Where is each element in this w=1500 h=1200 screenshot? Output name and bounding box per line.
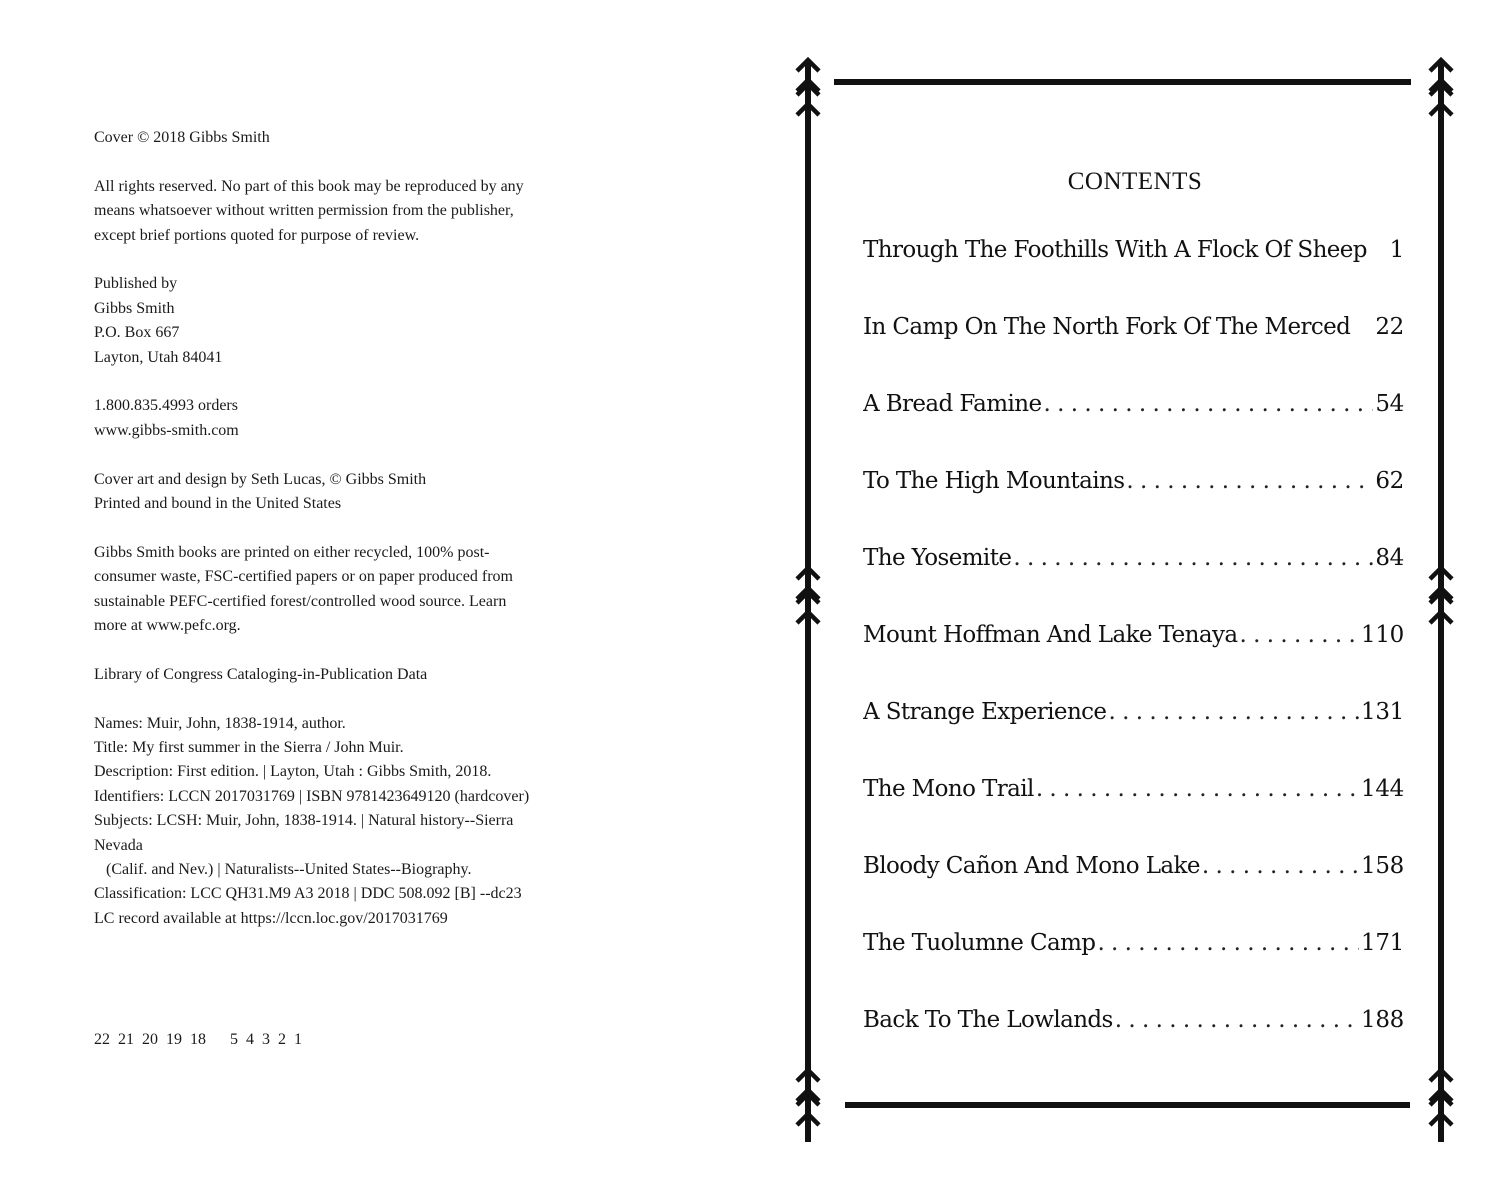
toc-page-number: 54 — [1375, 391, 1404, 417]
copyright-line: Subjects: LCSH: Muir, John, 1838-1914. | Natural history--Sierra — [94, 812, 514, 830]
toc-dot-leader — [1097, 925, 1359, 961]
toc-entry — [863, 617, 1404, 694]
copyright-line: (Calif. and Nev.) | Naturalists--United States--Biography. — [106, 861, 472, 879]
copyright-paragraph — [94, 394, 654, 443]
toc-entry-title: The Tuolumne Camp — [863, 930, 1096, 956]
toc-dot-leader — [1036, 771, 1359, 807]
copyright-line: except brief portions quoted for purpose of review. — [94, 226, 420, 244]
copyright-line: more at www.pefc.org. — [94, 617, 241, 635]
double-chevron-arrow-icon — [1430, 568, 1452, 599]
copyright-line: Published by — [94, 275, 178, 293]
copyright-paragraph — [94, 541, 654, 639]
toc-page-number: 171 — [1361, 930, 1404, 956]
toc-entry-title: A Bread Famine — [863, 391, 1042, 417]
copyright-paragraph — [94, 175, 654, 248]
copyright-line: Classification: LCC QH31.M9 A3 2018 | DDC 508.092 [B] --dc23 — [94, 885, 522, 903]
double-chevron-arrow-icon — [797, 592, 819, 623]
copyright-line: www.gibbs-smith.com — [94, 421, 239, 439]
toc-page-number: 84 — [1375, 545, 1404, 571]
copyright-line: Cover art and design by Seth Lucas, © Gibbs Smith — [94, 470, 427, 488]
double-chevron-arrow-icon — [797, 60, 819, 91]
copyright-line: Layton, Utah 84041 — [94, 348, 223, 366]
double-chevron-arrow-icon — [797, 568, 819, 599]
toc-page-number: 22 — [1375, 314, 1404, 340]
toc-entry-title: The Mono Trail — [863, 776, 1034, 802]
toc-entry — [863, 694, 1404, 771]
copyright-line: Printed and bound in the United States — [94, 495, 342, 513]
toc-entry — [863, 925, 1404, 1002]
copyright-line: Library of Congress Cataloging-in-Publication Data — [94, 665, 428, 683]
toc-page-number: 131 — [1361, 699, 1404, 725]
toc-entry — [863, 540, 1404, 617]
copyright-page — [94, 126, 654, 956]
copyright-paragraph — [94, 712, 654, 932]
toc-dot-leader — [1126, 463, 1373, 499]
toc-dot-leader — [1043, 386, 1373, 422]
copyright-line: Gibbs Smith books are printed on either recycled, 100% post- — [94, 543, 490, 561]
toc-entry-title: A Strange Experience — [863, 699, 1107, 725]
copyright-line: Title: My first summer in the Sierra / John Muir. — [94, 739, 404, 757]
double-chevron-arrow-icon — [1430, 592, 1452, 623]
copyright-line: Nevada — [94, 836, 143, 854]
toc-page-number: 158 — [1361, 853, 1404, 879]
copyright-paragraph — [94, 126, 654, 150]
toc-entry-title: Through The Foothills With A Flock Of Sheep — [863, 237, 1367, 263]
toc-entry-title: Bloody Cañon And Mono Lake — [863, 853, 1200, 879]
toc-entry-title: To The High Mountains — [863, 468, 1125, 494]
copyright-line: Cover © 2018 Gibbs Smith — [94, 129, 270, 146]
toc-entry-title: In Camp On The North Fork Of The Merced — [863, 314, 1351, 340]
double-chevron-arrow-icon — [1430, 1070, 1452, 1101]
double-chevron-arrow-icon — [1430, 84, 1452, 115]
toc-entry — [863, 1002, 1404, 1079]
toc-dot-leader — [1202, 848, 1359, 884]
toc-dot-leader — [1115, 1002, 1359, 1038]
toc-dot-leader — [1108, 694, 1359, 730]
double-chevron-arrow-icon — [1430, 1094, 1452, 1125]
copyright-line: LC record available at https://lccn.loc.gov/2017031769 — [94, 909, 448, 927]
toc-dot-leader — [1239, 617, 1359, 653]
double-chevron-arrow-icon — [797, 84, 819, 115]
toc-entry-title: Mount Hoffman And Lake Tenaya — [863, 622, 1238, 648]
toc-page-number: 110 — [1361, 622, 1404, 648]
double-chevron-arrow-icon — [1430, 60, 1452, 91]
copyright-line: All rights reserved. No part of this book may be reproduced by any — [94, 177, 524, 195]
printing-number-line: 22 21 20 19 18 5 4 3 2 1 — [94, 1031, 302, 1048]
table-of-contents — [863, 232, 1404, 1079]
copyright-line: means whatsoever without written permission from the publisher, — [94, 202, 514, 220]
contents-heading: CONTENTS — [1067, 168, 1203, 195]
copyright-line: Names: Muir, John, 1838-1914, author. — [94, 714, 346, 732]
toc-page-number: 1 — [1389, 237, 1404, 263]
copyright-paragraph — [94, 663, 654, 687]
copyright-paragraph — [94, 272, 654, 370]
toc-entry — [863, 309, 1404, 386]
copyright-line: Identifiers: LCCN 2017031769 | ISBN 9781423649120 (hardcover) — [94, 787, 530, 805]
toc-entry — [863, 386, 1404, 463]
toc-entry-title: Back To The Lowlands — [863, 1007, 1113, 1033]
toc-entry — [863, 463, 1404, 540]
toc-dot-leader — [1013, 540, 1373, 576]
copyright-line: Description: First edition. | Layton, Utah : Gibbs Smith, 2018. — [94, 763, 492, 781]
toc-entry — [863, 848, 1404, 925]
toc-page-number: 188 — [1361, 1007, 1404, 1033]
copyright-line: 1.800.835.4993 orders — [94, 397, 238, 415]
toc-page-number: 144 — [1361, 776, 1404, 802]
toc-entry-title: The Yosemite — [863, 545, 1012, 571]
copyright-line: Gibbs Smith — [94, 299, 175, 317]
toc-entry — [863, 232, 1404, 309]
copyright-line: P.O. Box 667 — [94, 324, 180, 342]
toc-entry — [863, 771, 1404, 848]
copyright-paragraph — [94, 468, 654, 517]
double-chevron-arrow-icon — [797, 1070, 819, 1101]
double-chevron-arrow-icon — [797, 1094, 819, 1125]
copyright-line: sustainable PEFC-certified forest/controlled wood source. Learn — [94, 592, 507, 610]
toc-page-number: 62 — [1375, 468, 1404, 494]
copyright-line: consumer waste, FSC-certified papers or on paper produced from — [94, 568, 513, 586]
